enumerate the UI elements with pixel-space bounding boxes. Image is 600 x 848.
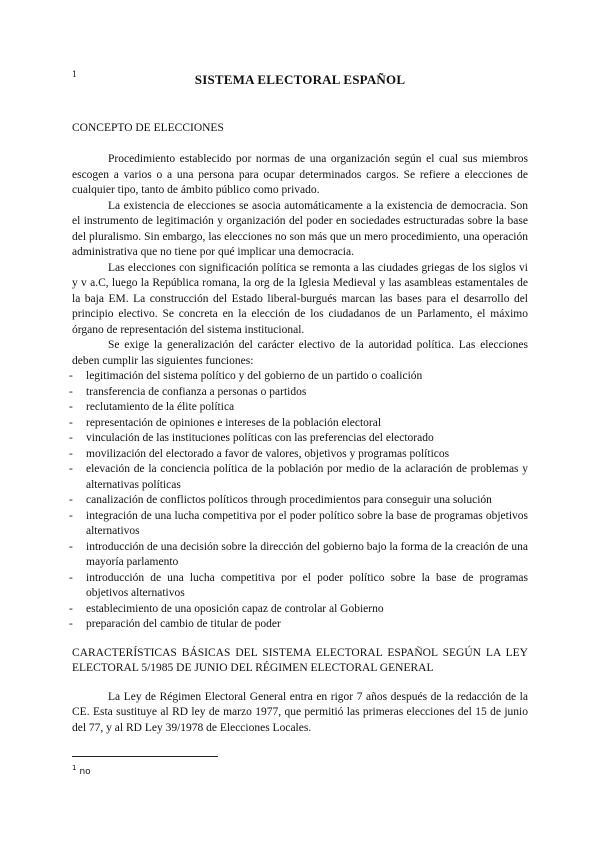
list-item: - elevación de la conciencia política de la población por medio de la aclaración de problemas y alternativas políticas	[72, 462, 528, 493]
document-body	[72, 152, 528, 736]
footnote-number: 1	[72, 764, 77, 772]
list-item: - vinculación de las instituciones políticas con las preferencias del electorado	[72, 431, 528, 447]
list-item: - integración de una lucha competitiva por el poder político sobre la base de programas objetivos alternativos	[72, 509, 528, 540]
paragraph-1: Procedimiento establecido por normas de una organización según el cual sus miembros escogen a varios o a una persona para ocupar determinados cargos. Se refiere a elecciones de cualquier tipo, tanto de ámbito público como privado.	[72, 153, 528, 196]
document-title: SISTEMA ELECTORAL ESPAÑOL	[194, 72, 406, 87]
paragraph-4: Se exige la generalización del carácter electivo de la autoridad política. Las elecciones deben cumplir las siguientes funciones:	[72, 339, 528, 367]
list-item: - movilización del electorado a favor de valores, objetivos y programas políticos	[72, 447, 528, 463]
list-item: - introducción de una lucha competitiva por el poder político sobre la base de programas objetivos alternativos	[72, 571, 528, 602]
functions-list	[72, 369, 528, 633]
paragraph-final: La Ley de Régimen Electoral General entra en rigor 7 años después de la redacción de la CE. Esta sustituye al RD ley de marzo 1977, que permitió las primeras elecciones del 15 de junio del 77, y al RD Ley 39/1978 de Elecciones Locales.	[72, 690, 528, 734]
list-item: - representación de opiniones e intereses de la población electoral	[72, 416, 528, 432]
footnote-reference-mark: 1	[72, 70, 78, 79]
list-item: - transferencia de confianza a personas o partidos	[72, 385, 528, 401]
list-item: - canalización de conflictos políticos through procedimientos para conseguir una solución	[72, 493, 528, 509]
footnote	[72, 764, 91, 777]
footnote-divider	[72, 756, 218, 757]
list-item: - reclutamiento de la élite política	[72, 400, 528, 416]
section-heading-caracteristicas: CARACTERÍSTICAS BÁSICAS DEL SISTEMA ELECTORAL ESPAÑOL SEGÚN LA LEY ELECTORAL 5/1985 DE JUNIO DEL RÉGIMEN ELECTORAL GENERAL	[72, 646, 528, 674]
list-item: - legitimación del sistema político y del gobierno de un partido o coalición	[72, 369, 528, 385]
list-item: - introducción de una decisión sobre la dirección del gobierno bajo la forma de la creación de una mayoría parlamento	[72, 540, 528, 571]
footnote-text: no	[79, 767, 91, 777]
section-heading-concepto: CONCEPTO DE ELECCIONES	[72, 122, 224, 134]
list-item: - preparación del cambio de titular de poder	[72, 617, 528, 633]
paragraph-3: Las elecciones con significación política se remonta a las ciudades griegas de los siglos vi y v a.C, luego la República romana, la org de la Iglesia Medieval y las asambleas estamentales de la baja EM. La construcción del Estado liberal-burgués marcan las bases para el desarrollo del principio electivo. Se concreta en la elección de los ciudadanos de un Parlamento, el máximo órgano de representación del sistema institucional.	[72, 261, 528, 336]
paragraph-2: La existencia de elecciones se asocia automáticamente a la existencia de democracia. Son el instrumento de legitimación y organización del poder en sociedades estructuradas sobre la base del pluralismo. Sin embargo, las elecciones no son más que un mero procedimiento, una operación administrativa que no tiene por qué implicar una democracia.	[72, 199, 528, 258]
list-item: - establecimiento de una oposición capaz de controlar al Gobierno	[72, 602, 528, 618]
